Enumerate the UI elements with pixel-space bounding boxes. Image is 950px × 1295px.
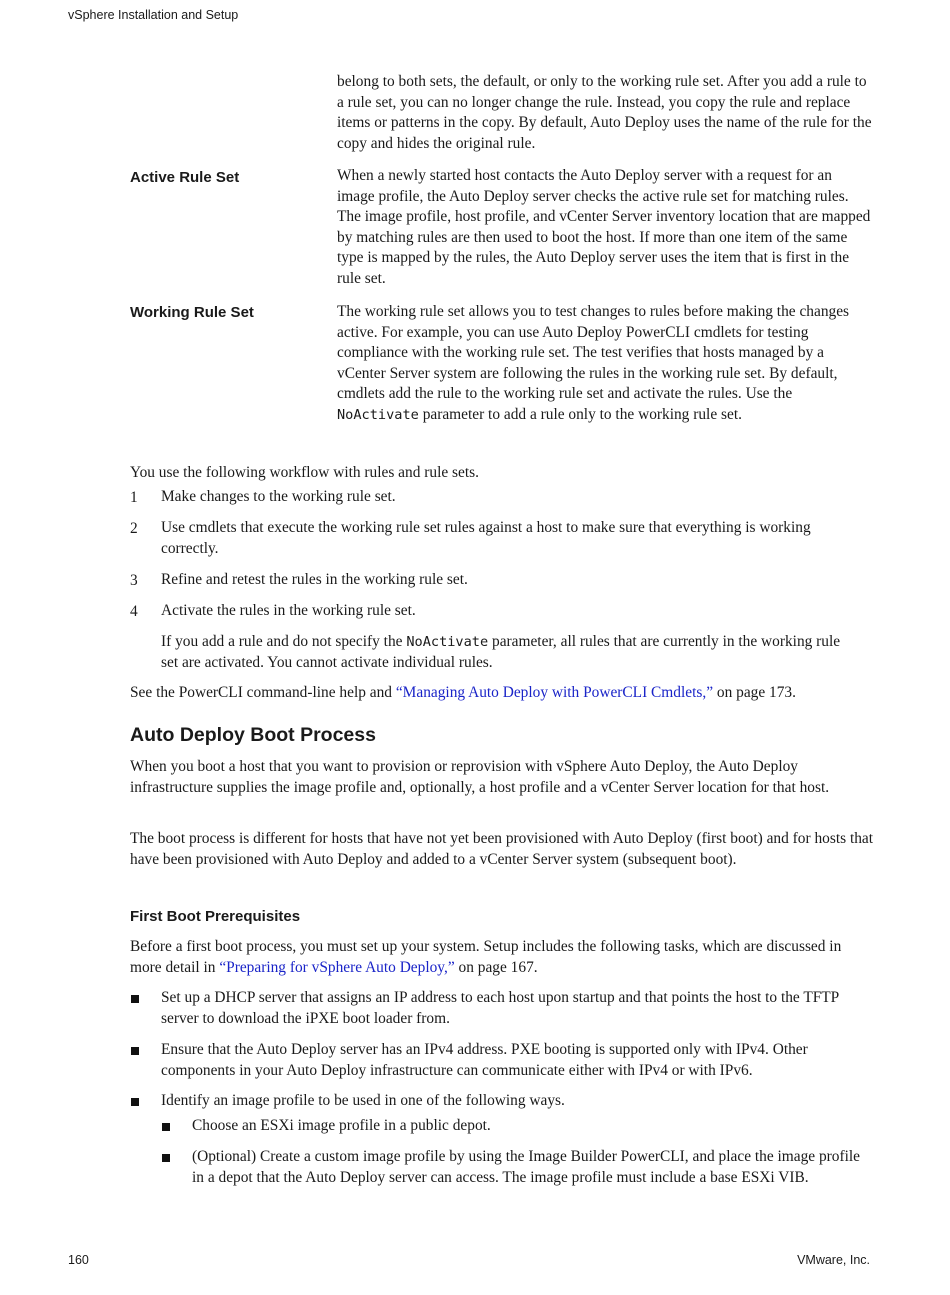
bullet-marker: [131, 1047, 139, 1055]
step-4-note: If you add a rule and do not specify the NoActivate parameter, all rules that are currently in the working rule set are activated. You cannot activate individual rules.: [161, 633, 841, 671]
working-rule-set-definition: The working rule set allows you to test changes to rules before making the changes active. For example, you can use Auto Deploy PowerCLI cmdlets for testing compliance with the working rule set. The test verifies that hosts managed by a vCenter Server system are following the rules in the working rule set. By default, cmdlets add the rule to the working rule set and activate the rules. Use the NoActivate parameter to add a rule only to the working rule set.: [337, 303, 850, 423]
bullet-marker: [131, 995, 139, 1003]
bullet-image-profile: Identify an image profile to be used in one of the following ways.: [161, 1092, 565, 1109]
section-heading: Auto Deploy Boot Process: [130, 724, 376, 746]
noactivate-code: NoActivate: [337, 406, 419, 423]
boot-process-paragraph-2: The boot process is different for hosts that have not yet been provisioned with Auto Deploy (first boot) and for hosts that have been provisioned with Auto Deploy and added to a vCenter Server system (subsequent boot).: [130, 830, 874, 868]
bullet-dhcp: Set up a DHCP server that assigns an IP address to each host upon startup and that points the host to the TFTP server to download the iPXE boot loader from.: [161, 989, 839, 1027]
sub-bullet-custom-profile: (Optional) Create a custom image profile by using the Image Builder PowerCLI, and place the image profile in a depot that the Auto Deploy server can access. The image profile must include a base ESXi VIB.: [192, 1148, 860, 1186]
sub-bullet-public-depot: Choose an ESXi image profile in a public depot.: [192, 1117, 491, 1134]
preparing-auto-deploy-link[interactable]: “Preparing for vSphere Auto Deploy,”: [219, 958, 455, 976]
see-also-paragraph: See the PowerCLI command-line help and “Managing Auto Deploy with PowerCLI Cmdlets,” on page 173.: [130, 684, 796, 701]
active-rule-set-definition: When a newly started host contacts the Auto Deploy server with a request for an image profile, the Auto Deploy server checks the active rule set for matching rules. The image profile, host profile, and vCenter Server inventory location that are mapped by matching rules are then used to boot the host. If more than one item of the same type is mapped by the rules, the Auto Deploy server uses the item that is first in the rule set.: [337, 167, 871, 287]
workflow-intro: You use the following workflow with rules and rule sets.: [130, 464, 479, 481]
step-4-text: Activate the rules in the working rule set.: [161, 602, 416, 619]
sub-bullet-marker: [162, 1123, 170, 1131]
step-4-number: 4: [130, 603, 138, 620]
subsection-heading: First Boot Prerequisites: [130, 908, 301, 925]
sub-bullet-marker: [162, 1154, 170, 1162]
step-1-text: Make changes to the working rule set.: [161, 488, 396, 505]
working-rule-set-term: Working Rule Set: [130, 304, 254, 321]
step-3-number: 3: [130, 572, 138, 589]
rule-set-continuation: belong to both sets, the default, or only to the working rule set. After you add a rule to a rule set, you can no longer change the rule. Instead, you copy the rule and replace items or patterns in the copy. By default, Auto Deploy uses the name of the rule for the copy and hides the original rule.: [337, 73, 872, 152]
step-3-text: Refine and retest the rules in the working rule set.: [161, 571, 468, 588]
step-2-number: 2: [130, 520, 138, 537]
bullet-marker: [131, 1098, 139, 1106]
prereq-intro: Before a first boot process, you must set up your system. Setup includes the following tasks, which are discussed in more detail in “Preparing for vSphere Auto Deploy,” on page 167.: [130, 938, 842, 976]
noactivate-code: NoActivate: [406, 634, 489, 650]
step-1-number: 1: [130, 489, 138, 506]
active-rule-set-term: Active Rule Set: [130, 169, 240, 186]
running-header: vSphere Installation and Setup: [68, 8, 239, 22]
footer-company: VMware, Inc.: [797, 1253, 870, 1267]
page-number: 160: [68, 1253, 89, 1267]
boot-process-paragraph-1: When you boot a host that you want to provision or reprovision with vSphere Auto Deploy, the Auto Deploy infrastructure supplies the image profile and, optionally, a host profile and a vCenter Server location for that host.: [130, 758, 830, 796]
bullet-ipv4: Ensure that the Auto Deploy server has an IPv4 address. PXE booting is supported only with IPv4. Other components in your Auto Deploy infrastructure can communicate either with IPv4 or with IPv6.: [161, 1041, 808, 1079]
step-2-text: Use cmdlets that execute the working rule set rules against a host to make sure that everything is working correctly.: [161, 519, 811, 557]
managing-auto-deploy-link[interactable]: “Managing Auto Deploy with PowerCLI Cmdlets,”: [395, 684, 714, 701]
